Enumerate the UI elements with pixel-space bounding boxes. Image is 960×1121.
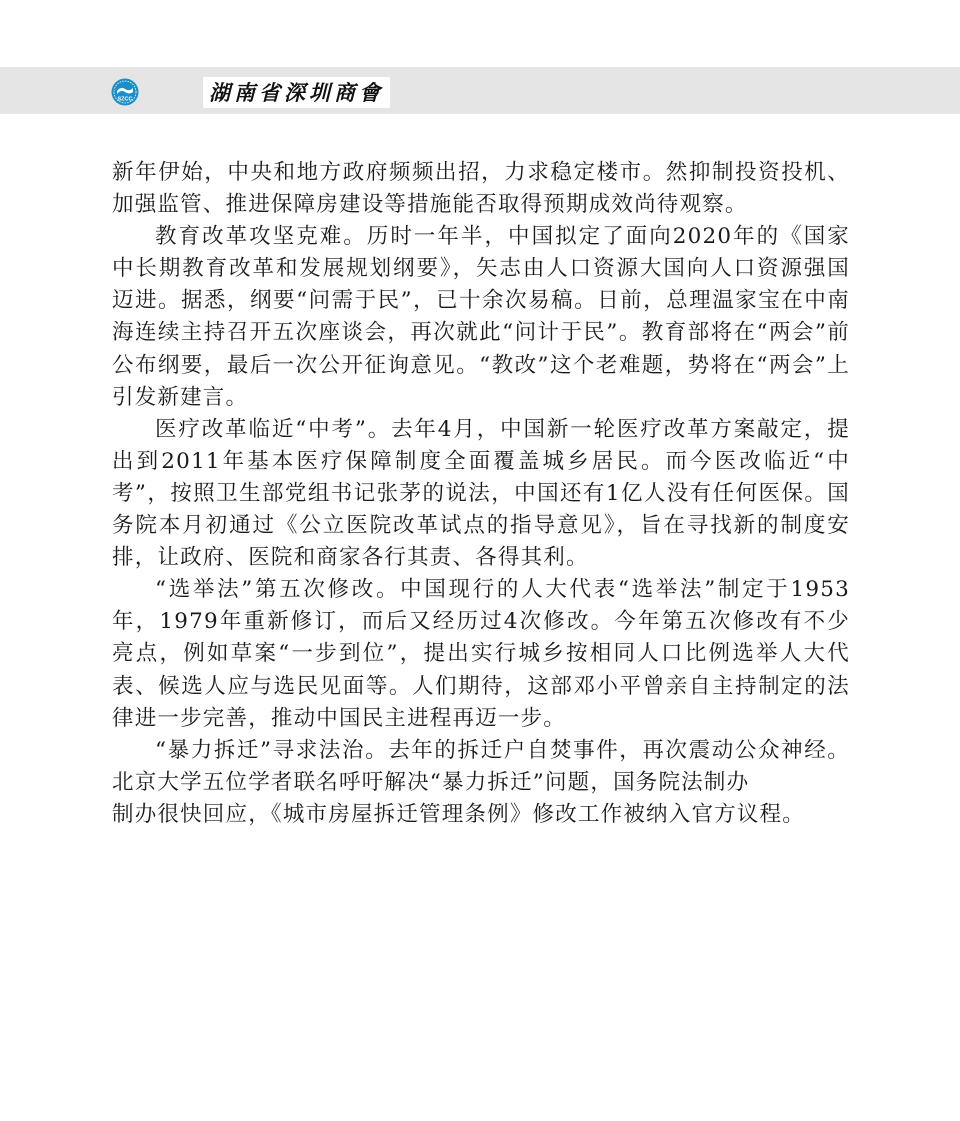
header-band — [0, 67, 960, 114]
szcc-logo-icon — [111, 78, 139, 106]
paragraph-1: 新年伊始，中央和地方政府频频出招，力求稳定楼市。然抑制投资投机、加强监管、推进保障房建设等措施能否取得预期成效尚待观察。 — [112, 160, 850, 218]
paragraph-5: “暴力拆迁”寻求法治。去年的拆迁户自焚事件，再次震动公众神经。北京大学五位学者联名呼吁解决“暴力拆迁”问题，国务院法制办 — [112, 737, 850, 795]
paragraph-6: 制办很快回应，《城市房屋拆迁管理条例》修改工作被纳入官方议程。 — [112, 801, 805, 827]
paragraph-2: 教育改革攻坚克难。历时一年半，中国拟定了面向2020年的《国家中长期教育改革和发展规划纲要》，矢志由人口资源大国向人口资源强国迈进。据悉，纲要“问需于民”，已十余次易稿。日前，总理温家宝在中南海连续主持召开五次座谈会，再次就此“问计于民”。教育部将在“两会”前公布纲要，最后一次公开征询意见。“教改”这个老难题，势将在“两会”上引发新建言。 — [112, 224, 850, 410]
paragraph-3: 医疗改革临近“中考”。去年4月，中国新一轮医疗改革方案敲定，提出到2011年基本医疗保障制度全面覆盖城乡居民。而今医改临近“中 考”，按照卫生部党组书记张茅的说法，中国还有1亿人没有任何医保。国务院本月初通过《公立医院改革试点的指导意见》，旨在寻找新的制度安排，让政府、医院和商家各行其责、各得其利。 — [112, 416, 859, 571]
org-name: 湖南省深圳商會 — [203, 77, 390, 108]
article-body — [112, 157, 859, 831]
paragraph-4: “选举法”第五次修改。中国现行的人大代表“选举法”制定于1953年，1979年重新修订，而后又经历过4次修改。今年第五次修改有不少 亮点，例如草案“一步到位”，提出实行城乡按相同人口比例选举人大代表、候选人应与选民见面等。人们期待，这部邓小平曾亲自主持制定的法律进一步完善，推动中国民主进程再迈一步。 — [112, 577, 859, 731]
logo-text: SZCC — [117, 96, 133, 103]
